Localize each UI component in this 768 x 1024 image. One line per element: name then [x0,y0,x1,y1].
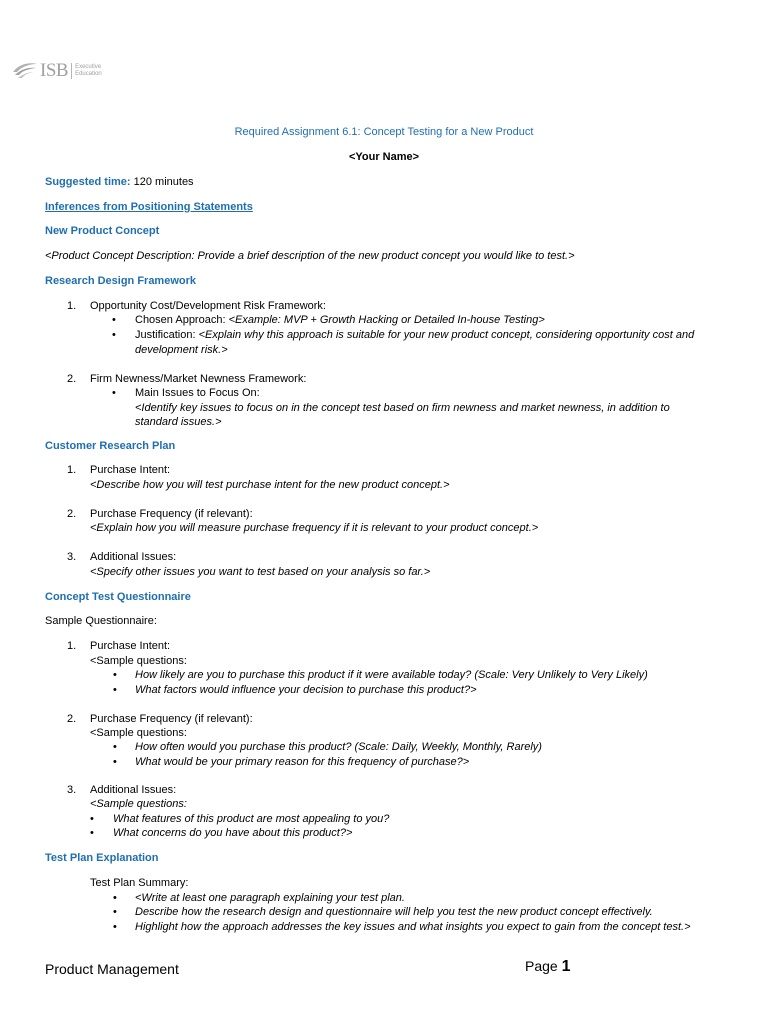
list-number: 3. [67,784,77,796]
list-number: 1. [67,300,77,312]
sample-question: What features of this product are most appealing to you? [113,813,390,825]
bullet-icon: • [112,387,116,399]
list-number: 1. [67,640,77,652]
test-plan-bullet: <Write at least one paragraph explaining your test plan. [135,892,405,904]
list-item-label: Additional Issues: [90,784,177,796]
sample-question: What concerns do you have about this product?> [113,827,353,839]
list-number: 2. [67,373,77,385]
list-item-label: Purchase Frequency (if relevant): [90,713,253,725]
sample-question: What factors would influence your decision to purchase this product?> [135,684,477,696]
list-item-label: Opportunity Cost/Development Risk Framework: [90,300,326,312]
list-item-text: <Specify other issues you want to test based on your analysis so far.> [90,566,431,578]
list-item-label: Firm Newness/Market Newness Framework: [90,373,307,385]
questionnaire-intro: Sample Questionnaire: [45,615,157,627]
bullet-icon: • [112,314,116,326]
list-item: Justification: <Explain why this approach is suitable for your new product concept, considering opportunity cost and [135,329,695,341]
footer-page-number: Page 1 [525,958,571,975]
bullet-icon: • [113,756,117,768]
bullet-icon: • [90,813,94,825]
customer-research-heading: Customer Research Plan [45,440,176,452]
sample-question: How often would you purchase this product? (Scale: Daily, Weekly, Monthly, Rarely) [135,741,542,753]
bullet-icon: • [112,329,116,341]
footer-course-name: Product Management [45,961,179,977]
test-plan-bullet: Describe how the research design and questionnaire will help you test the new product concept effectively. [135,906,653,918]
your-name-placeholder: <Your Name> [348,151,420,163]
test-plan-summary-label: Test Plan Summary: [90,877,189,889]
bullet-icon: • [113,684,117,696]
new-product-heading: New Product Concept [45,225,160,237]
list-number: 1. [67,464,77,476]
suggested-time-value: 120 minutes [130,176,194,188]
list-number: 2. [67,713,77,725]
bullet-icon: • [113,892,117,904]
list-item-continuation: <Identify key issues to focus on in the concept test based on firm newness and market newness, in addition to [135,402,670,414]
bullet-icon: • [90,827,94,839]
list-number: 2. [67,508,77,520]
list-item-sub: <Sample questions: [90,727,187,739]
isb-logo-text: ISB [40,60,69,81]
sample-question: What would be your primary reason for this frequency of purchase?> [135,756,470,768]
new-product-text: <Product Concept Description: Provide a brief description of the new product concept you would like to test.> [45,250,575,262]
bullet-icon: • [113,741,117,753]
list-item-continuation: development risk.> [135,344,228,356]
isb-logo [11,58,102,84]
list-number: 3. [67,551,77,563]
list-item-sub: <Sample questions: [90,655,187,667]
list-item-label: Purchase Frequency (if relevant): [90,508,253,520]
inferences-heading: Inferences from Positioning Statements [45,201,253,213]
suggested-time [45,175,194,189]
bullet-icon: • [113,906,117,918]
isb-swoosh-icon [11,60,39,82]
research-design-heading: Research Design Framework [45,275,197,287]
list-item-sub: <Sample questions: [90,798,187,810]
list-item: Main Issues to Focus On: [135,387,260,399]
list-item-text: <Describe how you will test purchase intent for the new product concept.> [90,479,450,491]
suggested-time-label: Suggested time: [45,176,131,188]
bullet-icon: • [113,669,117,681]
list-item-label: Purchase Intent: [90,640,171,652]
list-item-label: Purchase Intent: [90,464,171,476]
questionnaire-heading: Concept Test Questionnaire [45,591,191,603]
logo-subtitle: Executive Education [75,64,102,77]
list-item-text: <Explain how you will measure purchase frequency if it is relevant to your product concept.> [90,522,539,534]
logo-divider [71,63,72,79]
list-item: Chosen Approach: <Example: MVP + Growth Hacking or Detailed In-house Testing> [135,314,545,326]
bullet-icon: • [113,921,117,933]
sample-question: How likely are you to purchase this product if it were available today? (Scale: Very Unlikely to Very Likely) [135,669,648,681]
list-item-label: Additional Issues: [90,551,177,563]
list-item-continuation: standard issues.> [135,416,222,428]
test-plan-heading: Test Plan Explanation [45,852,159,864]
assignment-title: Required Assignment 6.1: Concept Testing for a New Product [234,126,534,138]
test-plan-bullet: Highlight how the approach addresses the key issues and what insights you expect to gain from the concept test.> [135,921,691,933]
